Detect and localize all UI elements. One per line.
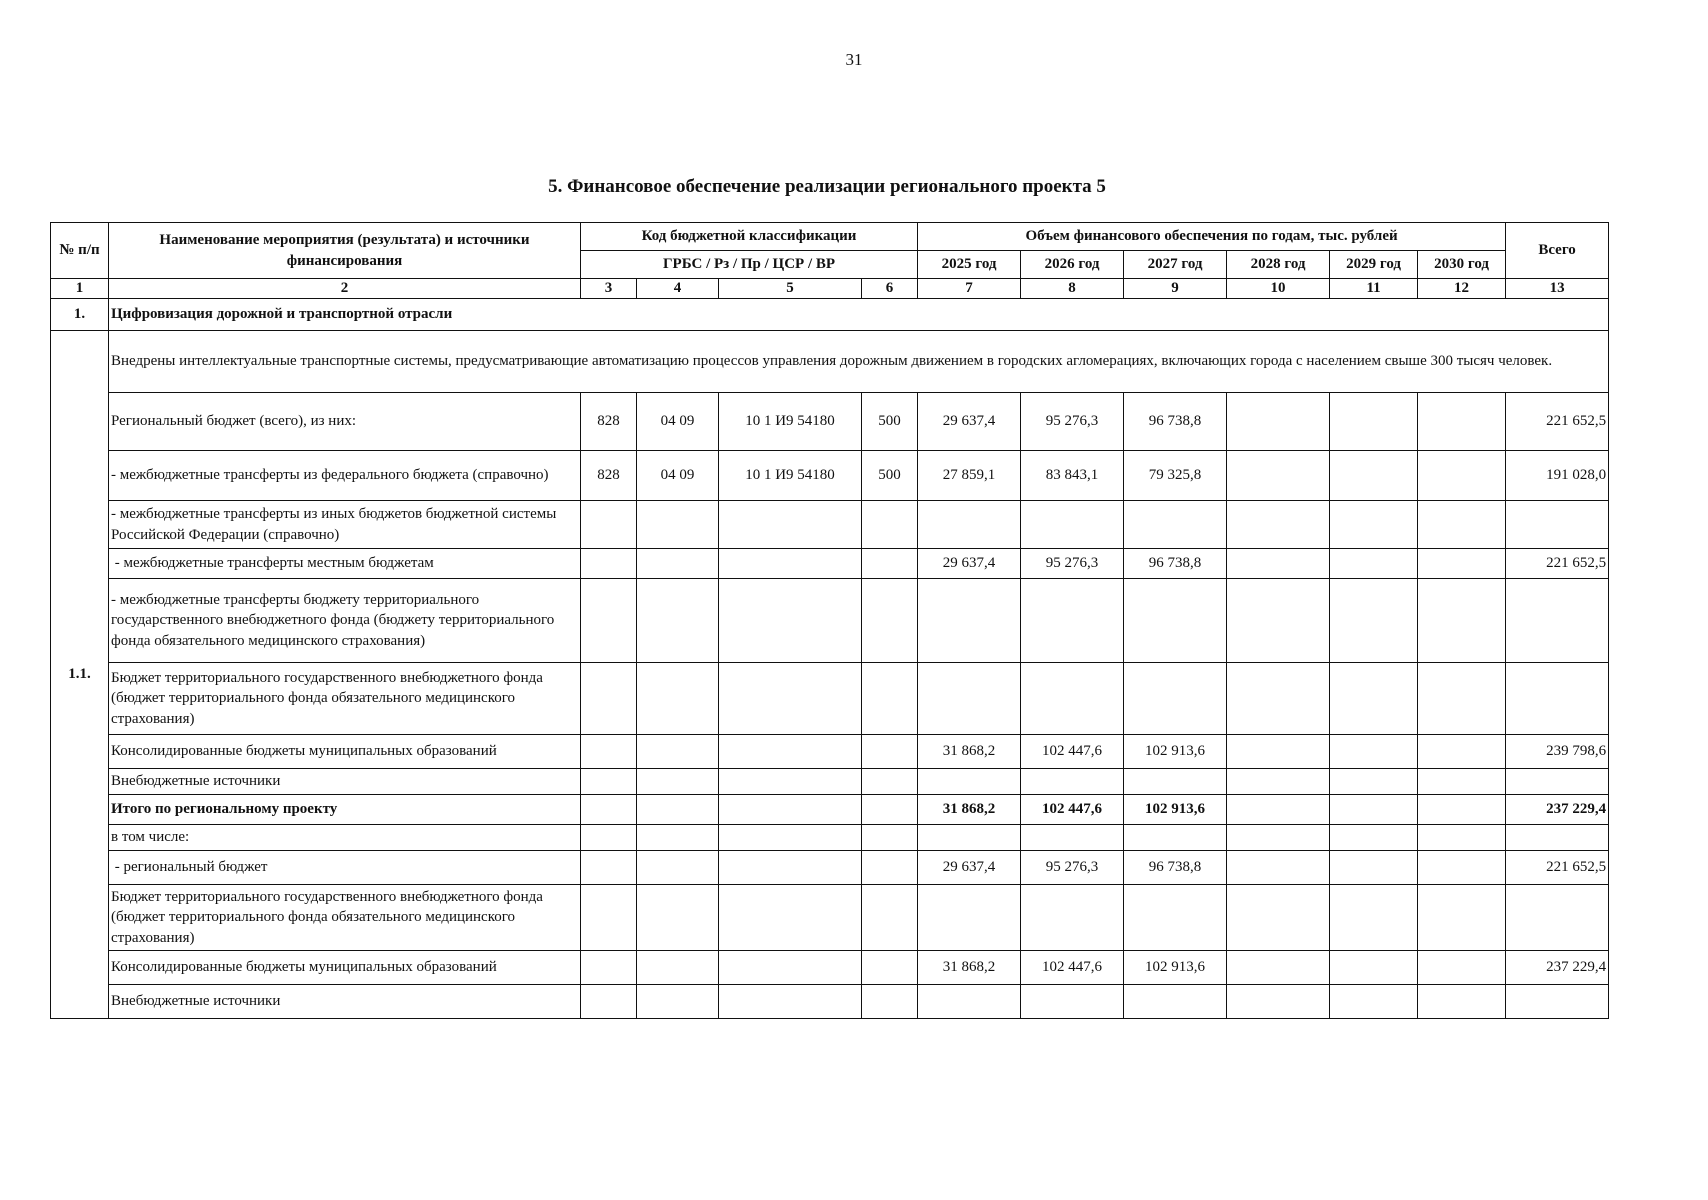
cell-grbs [581, 951, 637, 985]
cell-2030 [1418, 885, 1506, 951]
cell-2027: 79 325,8 [1124, 451, 1227, 501]
cell-2028 [1227, 501, 1330, 549]
cell-2026 [1021, 663, 1124, 735]
cell-rz-pr [637, 951, 719, 985]
row-name: - межбюджетные трансферты местным бюджетам [109, 549, 581, 579]
cell-2025: 31 868,2 [918, 951, 1021, 985]
cell-2027 [1124, 663, 1227, 735]
cell-total: 191 028,0 [1506, 451, 1609, 501]
cell-vr [862, 951, 918, 985]
cell-grbs [581, 501, 637, 549]
cell-2028 [1227, 985, 1330, 1019]
cell-grbs [581, 795, 637, 825]
cell-2025 [918, 501, 1021, 549]
cell-2030 [1418, 825, 1506, 851]
cell-2029 [1330, 851, 1418, 885]
cell-total: 221 652,5 [1506, 549, 1609, 579]
table-row [51, 579, 1609, 663]
cell-2027 [1124, 769, 1227, 795]
cell-vr [862, 769, 918, 795]
cell-2028 [1227, 825, 1330, 851]
cell-2026: 102 447,6 [1021, 951, 1124, 985]
cell-2025: 29 637,4 [918, 851, 1021, 885]
cell-2029 [1330, 795, 1418, 825]
cell-csr [719, 501, 862, 549]
row-name: Внебюджетные источники [109, 985, 581, 1019]
cell-rz-pr [637, 769, 719, 795]
cell-2028 [1227, 393, 1330, 451]
cell-2030 [1418, 985, 1506, 1019]
row-name: Бюджет территориального государственного внебюджетного фонда (бюджет территориального фонда обязательного медицинского страхования) [109, 885, 581, 951]
row-name: Итого по региональному проекту [109, 795, 581, 825]
cell-2027 [1124, 579, 1227, 663]
cell-total: 221 652,5 [1506, 851, 1609, 885]
col-number: 9 [1124, 279, 1227, 299]
cell-csr [719, 735, 862, 769]
cell-2025: 29 637,4 [918, 393, 1021, 451]
table-row [51, 885, 1609, 951]
row-name: Консолидированные бюджеты муниципальных образований [109, 951, 581, 985]
cell-2028 [1227, 735, 1330, 769]
row-name: - межбюджетные трансферты из федерального бюджета (справочно) [109, 451, 581, 501]
cell-total [1506, 663, 1609, 735]
cell-grbs [581, 885, 637, 951]
cell-2028 [1227, 851, 1330, 885]
table-row [51, 501, 1609, 549]
cell-2028 [1227, 663, 1330, 735]
cell-2029 [1330, 549, 1418, 579]
cell-grbs [581, 735, 637, 769]
cell-2030 [1418, 579, 1506, 663]
cell-2030 [1418, 501, 1506, 549]
table-row [51, 985, 1609, 1019]
cell-csr [719, 549, 862, 579]
table-row [51, 851, 1609, 885]
cell-2026: 95 276,3 [1021, 851, 1124, 885]
cell-csr: 10 1 И9 54180 [719, 451, 862, 501]
cell-vr [862, 549, 918, 579]
cell-csr: 10 1 И9 54180 [719, 393, 862, 451]
table-row [51, 663, 1609, 735]
col-number: 2 [109, 279, 581, 299]
cell-2026 [1021, 579, 1124, 663]
row-name: - межбюджетные трансферты бюджету территориального государственного внебюджетного фонда (бюджету территориального фонда обязательного медицинского страхования) [109, 579, 581, 663]
cell-rz-pr [637, 795, 719, 825]
cell-2029 [1330, 501, 1418, 549]
cell-csr [719, 885, 862, 951]
header-year-2028: 2028 год [1227, 251, 1330, 279]
header-name: Наименование мероприятия (результата) и источники финансирования [109, 223, 581, 279]
cell-grbs [581, 549, 637, 579]
cell-grbs [581, 663, 637, 735]
cell-rz-pr [637, 501, 719, 549]
cell-rz-pr [637, 549, 719, 579]
cell-2025 [918, 663, 1021, 735]
header-total: Всего [1506, 223, 1609, 279]
cell-2029 [1330, 579, 1418, 663]
financing-table [50, 222, 1609, 1019]
cell-csr [719, 795, 862, 825]
col-number: 7 [918, 279, 1021, 299]
row-name: Внебюджетные источники [109, 769, 581, 795]
header-row-top [51, 223, 1609, 251]
cell-2028 [1227, 795, 1330, 825]
section-title: Цифровизация дорожной и транспортной отрасли [109, 299, 1609, 331]
header-year-2026: 2026 год [1021, 251, 1124, 279]
col-number: 4 [637, 279, 719, 299]
subsection-row [51, 331, 1609, 393]
cell-2026: 83 843,1 [1021, 451, 1124, 501]
header-year-2030: 2030 год [1418, 251, 1506, 279]
cell-total: 237 229,4 [1506, 795, 1609, 825]
cell-2029 [1330, 769, 1418, 795]
col-number: 8 [1021, 279, 1124, 299]
cell-2029 [1330, 951, 1418, 985]
cell-2027: 102 913,6 [1124, 951, 1227, 985]
cell-2029 [1330, 451, 1418, 501]
cell-2026 [1021, 885, 1124, 951]
cell-2026 [1021, 825, 1124, 851]
cell-2028 [1227, 769, 1330, 795]
cell-vr [862, 735, 918, 769]
row-name: - межбюджетные трансферты из иных бюджетов бюджетной системы Российской Федерации (справочно) [109, 501, 581, 549]
cell-2030 [1418, 735, 1506, 769]
cell-2030 [1418, 393, 1506, 451]
cell-2025: 27 859,1 [918, 451, 1021, 501]
cell-2026: 95 276,3 [1021, 393, 1124, 451]
col-number: 6 [862, 279, 918, 299]
cell-csr [719, 951, 862, 985]
cell-2025: 29 637,4 [918, 549, 1021, 579]
cell-2027 [1124, 825, 1227, 851]
cell-rz-pr [637, 735, 719, 769]
row-name: - региональный бюджет [109, 851, 581, 885]
cell-csr [719, 579, 862, 663]
cell-total [1506, 501, 1609, 549]
cell-2028 [1227, 549, 1330, 579]
cell-vr: 500 [862, 393, 918, 451]
cell-2028 [1227, 885, 1330, 951]
cell-2026 [1021, 501, 1124, 549]
subsection-title: Внедрены интеллектуальные транспортные системы, предусматривающие автоматизацию процессов управления дорожным движением в городских агломерациях, включающих города с населением свыше 300 тысяч человек. [109, 331, 1609, 393]
cell-total: 239 798,6 [1506, 735, 1609, 769]
cell-total [1506, 769, 1609, 795]
cell-2029 [1330, 663, 1418, 735]
cell-2029 [1330, 825, 1418, 851]
cell-2027: 96 738,8 [1124, 393, 1227, 451]
cell-vr [862, 825, 918, 851]
cell-2026: 102 447,6 [1021, 795, 1124, 825]
cell-csr [719, 825, 862, 851]
header-code: Код бюджетной классификации [581, 223, 918, 251]
cell-rz-pr [637, 825, 719, 851]
cell-total: 221 652,5 [1506, 393, 1609, 451]
cell-total [1506, 825, 1609, 851]
cell-csr [719, 663, 862, 735]
cell-rz-pr [637, 885, 719, 951]
col-number: 13 [1506, 279, 1609, 299]
cell-2029 [1330, 735, 1418, 769]
header-num: № п/п [51, 223, 109, 279]
cell-2028 [1227, 951, 1330, 985]
cell-rz-pr [637, 663, 719, 735]
table-row [51, 735, 1609, 769]
cell-vr [862, 885, 918, 951]
cell-rz-pr [637, 985, 719, 1019]
cell-2030 [1418, 451, 1506, 501]
cell-rz-pr [637, 579, 719, 663]
row-name: Региональный бюджет (всего), из них: [109, 393, 581, 451]
cell-csr [719, 769, 862, 795]
table-row [51, 393, 1609, 451]
doc-title: 5. Финансовое обеспечение реализации регионального проекта 5 [548, 176, 1106, 197]
cell-grbs [581, 851, 637, 885]
header-year-2027: 2027 год [1124, 251, 1227, 279]
col-number: 12 [1418, 279, 1506, 299]
column-number-row [51, 279, 1609, 299]
cell-2029 [1330, 885, 1418, 951]
header-year-2029: 2029 год [1330, 251, 1418, 279]
cell-2030 [1418, 769, 1506, 795]
section-num: 1. [51, 299, 109, 331]
cell-2030 [1418, 951, 1506, 985]
cell-2027: 102 913,6 [1124, 735, 1227, 769]
cell-grbs [581, 825, 637, 851]
cell-vr [862, 985, 918, 1019]
cell-grbs: 828 [581, 393, 637, 451]
cell-2027: 96 738,8 [1124, 549, 1227, 579]
page-number: 31 [845, 50, 863, 69]
cell-2025 [918, 985, 1021, 1019]
cell-grbs: 828 [581, 451, 637, 501]
cell-2025: 31 868,2 [918, 735, 1021, 769]
col-number: 10 [1227, 279, 1330, 299]
cell-csr [719, 985, 862, 1019]
table-row [51, 769, 1609, 795]
cell-2027 [1124, 885, 1227, 951]
cell-2027: 102 913,6 [1124, 795, 1227, 825]
cell-2026 [1021, 769, 1124, 795]
cell-2030 [1418, 851, 1506, 885]
cell-2027: 96 738,8 [1124, 851, 1227, 885]
cell-2030 [1418, 549, 1506, 579]
cell-2026: 95 276,3 [1021, 549, 1124, 579]
cell-2026 [1021, 985, 1124, 1019]
cell-vr [862, 851, 918, 885]
header-year-2025: 2025 год [918, 251, 1021, 279]
cell-vr [862, 663, 918, 735]
cell-2025 [918, 885, 1021, 951]
col-number: 3 [581, 279, 637, 299]
cell-total [1506, 579, 1609, 663]
section-row [51, 299, 1609, 331]
table-row [51, 549, 1609, 579]
cell-total [1506, 985, 1609, 1019]
table-row [51, 951, 1609, 985]
table-row [51, 795, 1609, 825]
col-number: 11 [1330, 279, 1418, 299]
col-number: 1 [51, 279, 109, 299]
cell-2027 [1124, 501, 1227, 549]
table-row [51, 825, 1609, 851]
cell-rz-pr [637, 851, 719, 885]
row-name: Консолидированные бюджеты муниципальных образований [109, 735, 581, 769]
cell-vr [862, 579, 918, 663]
cell-2025 [918, 579, 1021, 663]
cell-grbs [581, 985, 637, 1019]
cell-total: 237 229,4 [1506, 951, 1609, 985]
cell-2028 [1227, 579, 1330, 663]
cell-csr [719, 851, 862, 885]
header-volume: Объем финансового обеспечения по годам, тыс. рублей [918, 223, 1506, 251]
header-code-sub: ГРБС / Рз / Пр / ЦСР / ВР [581, 251, 918, 279]
cell-2029 [1330, 985, 1418, 1019]
cell-2027 [1124, 985, 1227, 1019]
cell-2029 [1330, 393, 1418, 451]
cell-2025 [918, 769, 1021, 795]
cell-2025: 31 868,2 [918, 795, 1021, 825]
cell-rz-pr: 04 09 [637, 451, 719, 501]
cell-total [1506, 885, 1609, 951]
cell-rz-pr: 04 09 [637, 393, 719, 451]
cell-grbs [581, 769, 637, 795]
col-number: 5 [719, 279, 862, 299]
cell-vr [862, 795, 918, 825]
cell-2025 [918, 825, 1021, 851]
cell-2030 [1418, 663, 1506, 735]
cell-grbs [581, 579, 637, 663]
cell-2030 [1418, 795, 1506, 825]
table-row [51, 451, 1609, 501]
row-name: Бюджет территориального государственного внебюджетного фонда (бюджет территориального фонда обязательного медицинского страхования) [109, 663, 581, 735]
cell-vr: 500 [862, 451, 918, 501]
cell-2028 [1227, 451, 1330, 501]
cell-2026: 102 447,6 [1021, 735, 1124, 769]
cell-vr [862, 501, 918, 549]
subsection-num: 1.1. [51, 331, 109, 1019]
row-name: в том числе: [109, 825, 581, 851]
